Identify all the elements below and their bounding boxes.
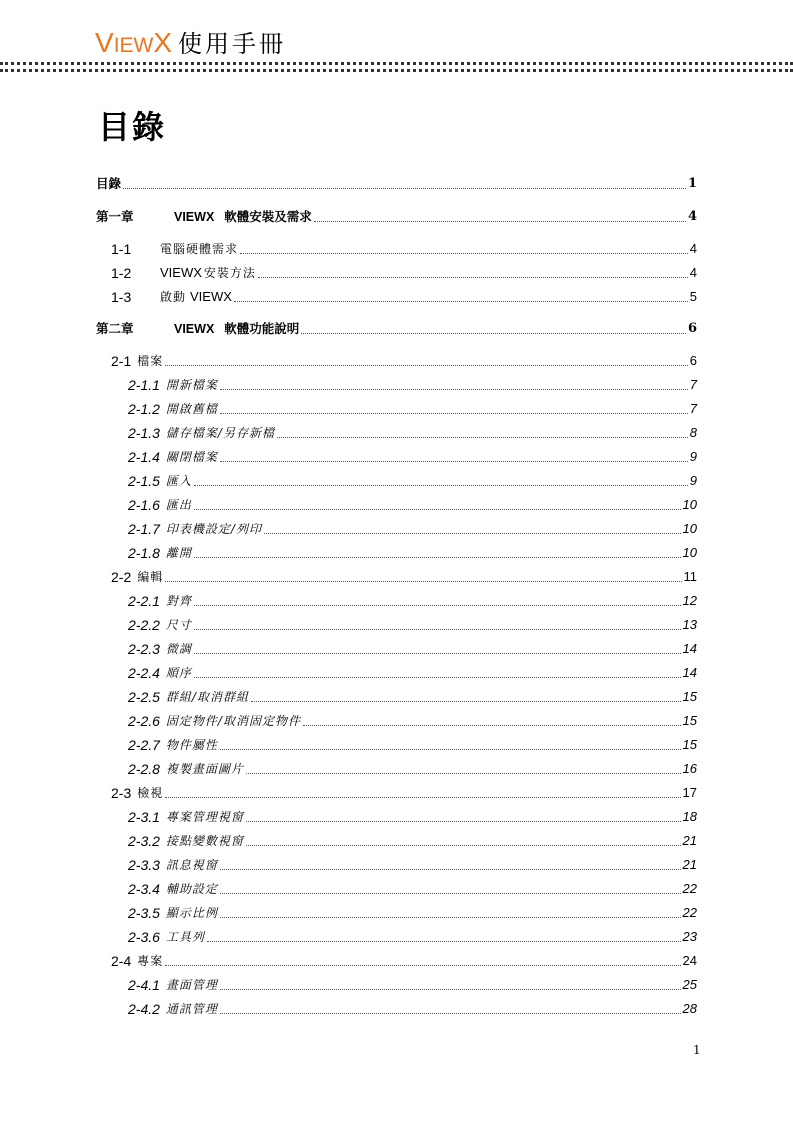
toc-dot-leader (277, 437, 688, 438)
toc-entry[interactable] (96, 349, 697, 369)
toc-entry-title (160, 241, 238, 257)
toc-entry[interactable] (96, 709, 697, 729)
toc-dot-leader (220, 893, 681, 894)
toc-entry-title (166, 881, 218, 897)
toc-entry-number: 2-1.8 (128, 545, 160, 561)
toc-entry-title (166, 857, 218, 873)
toc-entry-title-text: 尺寸 (165, 618, 192, 632)
toc-entry-title-text: 物件屬性 (165, 738, 218, 752)
toc-entry-number: 2-1.2 (128, 401, 160, 417)
toc-entry-label (111, 265, 256, 281)
toc-entry-number: 2-2.4 (128, 665, 160, 681)
toc-entry-title-text: 匯出 (165, 498, 192, 512)
toc-dot-leader (240, 253, 688, 254)
toc-entry-label (128, 521, 262, 537)
toc-entry-number: 2-1.6 (128, 497, 160, 513)
toc-entry-number: 2-1 (111, 353, 132, 369)
toc-entry[interactable] (96, 517, 697, 537)
toc-entry-page: 8 (689, 425, 697, 440)
toc-entry-page: 23 (682, 929, 697, 944)
toc-entry-page: 21 (682, 857, 697, 872)
toc-entry-page: 11 (683, 569, 697, 584)
toc-entry-title (166, 617, 192, 633)
toc-entry-label (111, 353, 163, 369)
toc-entry-title-text: 專案 (137, 954, 164, 968)
toc-entry-number: 2-2.8 (128, 761, 160, 777)
toc-entry-page: 17 (682, 785, 697, 800)
toc-dot-leader (220, 749, 681, 750)
toc-dot-leader (123, 188, 686, 189)
toc-entry-page: 4 (689, 265, 697, 280)
toc-dot-leader (194, 605, 681, 606)
toc-entry-label (111, 289, 232, 305)
toc-entry[interactable] (96, 613, 697, 633)
toc-dot-leader (194, 509, 681, 510)
toc-entry[interactable] (96, 781, 697, 801)
toc-entry-title (137, 569, 163, 585)
toc-entry-number: 2-3.5 (128, 905, 160, 921)
toc-entry-label (96, 209, 312, 225)
toc-dot-leader (264, 533, 681, 534)
toc-entry-title-text: 固定物件/取消固定物件 (165, 714, 301, 728)
toc-entry-title (137, 953, 163, 969)
toc-entry-title-text: 檔案 (137, 354, 164, 368)
toc-entry-title (137, 353, 163, 369)
toc-entry-number: 2-3.1 (128, 809, 160, 825)
toc-entry-title (166, 521, 262, 537)
toc-entry-title (166, 689, 249, 705)
toc-entry-page: 15 (682, 689, 697, 704)
toc-entry-label (111, 569, 163, 585)
toc-entry-title-text: 目錄 (96, 176, 122, 191)
toc-entry-title (166, 449, 218, 465)
toc-entry-title-latin: VIEWX (190, 289, 232, 304)
toc-entry[interactable] (96, 237, 697, 257)
toc-entry-title-text: 通訊管理 (165, 1002, 218, 1016)
toc-entry-page: 6 (689, 353, 697, 368)
toc-entry-number: 2-2.5 (128, 689, 160, 705)
toc-entry-title-text: 群組/取消群組 (165, 690, 249, 704)
toc-entry-page: 4 (689, 241, 697, 256)
toc-entry-page: 10 (682, 497, 697, 512)
toc-dot-leader (258, 277, 688, 278)
toc-entry-number: 2-1.5 (128, 473, 160, 489)
toc-entry-page: 7 (689, 377, 697, 392)
toc-dot-leader (194, 629, 681, 630)
toc-entry-page: 12 (682, 593, 697, 608)
toc-entry-title (166, 737, 218, 753)
toc-dot-leader (194, 557, 681, 558)
toc-entry-title-text: 顯示比例 (165, 906, 218, 920)
toc-entry-number: 2-4 (111, 953, 132, 969)
toc-entry-title (166, 761, 244, 777)
toc-entry-number: 2-2.6 (128, 713, 160, 729)
toc-entry-page: 25 (682, 977, 697, 992)
toc-entry-number: 2-1.7 (128, 521, 160, 537)
toc-entry[interactable] (96, 445, 697, 465)
toc-entry-label (128, 545, 192, 561)
toc-entry-title-latin: VIEWX (174, 210, 215, 224)
toc-entry-title (166, 905, 218, 921)
toc-dot-leader (220, 917, 681, 918)
toc-entry-label (128, 1001, 218, 1017)
toc-entry-title (166, 473, 192, 489)
toc-entry-number: 第一章 (96, 209, 134, 224)
toc-entry-page: 22 (682, 905, 697, 920)
toc-entry-page: 14 (682, 641, 697, 656)
toc-entry-number: 2-3.4 (128, 881, 160, 897)
toc-entry[interactable] (96, 733, 697, 753)
toc-entry-label (128, 425, 275, 441)
toc-entry[interactable] (96, 949, 697, 969)
toc-heading: 目錄 (98, 108, 167, 146)
toc-entry-title-text: 訊息視窗 (165, 858, 218, 872)
toc-dot-leader (165, 965, 680, 966)
toc-entry-title-text: 接點變數視窗 (165, 834, 244, 848)
toc-entry-label (128, 809, 244, 825)
toc-entry-page: 9 (689, 473, 697, 488)
toc-entry[interactable] (96, 493, 697, 513)
toc-entry-page: 7 (689, 401, 697, 416)
toc-dot-leader (207, 941, 681, 942)
toc-entry-number: 1-1 (111, 241, 132, 257)
toc-entry-title (96, 176, 121, 192)
toc-dot-leader (234, 301, 688, 302)
toc-entry-title-text: 微調 (165, 642, 192, 656)
toc-entry-title (174, 209, 312, 225)
toc-entry-title-text: 軟體功能說明 (224, 321, 300, 336)
toc-entry[interactable] (96, 261, 697, 281)
toc-entry-label (128, 377, 218, 393)
toc-entry-page: 13 (682, 617, 697, 632)
toc-entry-page: 24 (682, 953, 697, 968)
toc-entry-title-text: 關閉檔案 (165, 450, 218, 464)
toc-entry[interactable] (96, 853, 697, 873)
toc-entry-title-text: 專案管理視窗 (165, 810, 244, 824)
toc-entry-label (128, 617, 192, 633)
toc-entry-label (96, 176, 121, 192)
toc-dot-leader (220, 389, 688, 390)
toc-entry-title-text: 安裝方法 (203, 266, 256, 280)
toc-entry-title-text: 印表機設定/列印 (165, 522, 262, 536)
toc-entry[interactable] (96, 997, 697, 1017)
toc-dot-leader (246, 773, 681, 774)
toc-entry-number: 2-3.6 (128, 929, 160, 945)
toc-entry-number: 2-1.3 (128, 425, 160, 441)
toc-entry[interactable] (96, 925, 697, 945)
toc-entry-page: 9 (689, 449, 697, 464)
toc-entry-label (128, 641, 192, 657)
toc-entry-number: 2-1.4 (128, 449, 160, 465)
toc-entry[interactable] (96, 757, 697, 777)
toc-entry-label (128, 473, 192, 489)
toc-dot-leader (165, 797, 680, 798)
toc-entry-label (128, 857, 218, 873)
toc-entry-number: 2-2.2 (128, 617, 160, 633)
toc-dot-leader (246, 845, 681, 846)
toc-entry-number: 2-2 (111, 569, 132, 585)
toc-entry-page: 10 (682, 545, 697, 560)
toc-entry[interactable] (96, 205, 697, 225)
toc-entry-label (111, 241, 238, 257)
toc-entry-label (128, 497, 192, 513)
header-divider (0, 62, 793, 76)
toc-entry[interactable] (96, 661, 697, 681)
toc-entry-title (166, 377, 218, 393)
toc-entry-title (166, 401, 218, 417)
toc-entry-page: 15 (682, 737, 697, 752)
toc-entry-title (166, 545, 192, 561)
toc-entry-title (166, 833, 244, 849)
toc-entry-label (128, 713, 301, 729)
toc-entry[interactable] (96, 637, 697, 657)
toc-entry-label (128, 833, 244, 849)
toc-entry-title (137, 785, 163, 801)
toc-dot-leader (246, 821, 681, 822)
toc-dot-leader (220, 869, 681, 870)
toc-entry-page: 15 (682, 713, 697, 728)
toc-entry[interactable] (96, 877, 697, 897)
toc-entry-number: 1-3 (111, 289, 132, 305)
page-number: 1 (693, 1043, 701, 1057)
toc-entry[interactable] (96, 373, 697, 393)
toc-entry-page: 1 (687, 176, 697, 191)
toc-entry-title-text: 電腦硬體需求 (160, 242, 239, 256)
toc-entry-page: 16 (682, 761, 697, 776)
toc-entry-title (166, 641, 192, 657)
toc-entry-number: 2-3.2 (128, 833, 160, 849)
toc-entry-title-latin: VIEWX (160, 265, 202, 280)
toc-entry-page: 14 (682, 665, 697, 680)
toc-entry-title (166, 977, 218, 993)
toc-entry-title-text: 對齊 (165, 594, 192, 608)
toc-entry-page: 10 (682, 521, 697, 536)
toc-entry-page: 21 (682, 833, 697, 848)
toc-entry[interactable] (96, 589, 697, 609)
toc-dot-leader (220, 413, 688, 414)
toc-dot-leader (251, 701, 681, 702)
toc-entry[interactable] (96, 285, 697, 305)
toc-entry-number: 2-2.7 (128, 737, 160, 753)
toc-dot-leader (314, 221, 686, 222)
toc-entry[interactable] (96, 805, 697, 825)
toc-entry-title (160, 289, 232, 305)
toc-dot-leader (220, 989, 681, 990)
toc-entry-label (96, 321, 299, 337)
toc-dot-leader (303, 725, 681, 726)
toc-entry[interactable] (96, 901, 697, 921)
toc-entry-label (128, 977, 218, 993)
toc-entry[interactable] (96, 685, 697, 705)
toc-entry-page: 5 (689, 289, 697, 304)
toc-entry-label (128, 905, 218, 921)
toc-entry[interactable] (96, 172, 697, 192)
toc-entry[interactable] (96, 397, 697, 417)
toc-dot-leader (194, 653, 681, 654)
toc-entry-title-text: 順序 (165, 666, 192, 680)
toc-entry-number: 2-2.1 (128, 593, 160, 609)
toc-entry-title-text: 軟體安裝及需求 (224, 209, 312, 224)
toc-entry-number: 1-2 (111, 265, 132, 281)
toc-entry-title-text: 啟動 (160, 290, 187, 304)
toc-entry[interactable] (96, 973, 697, 993)
toc-entry-title-text: 畫面管理 (165, 978, 218, 992)
toc-entry-page: 22 (682, 881, 697, 896)
toc-entry-number: 2-2.3 (128, 641, 160, 657)
toc-entry-label (128, 737, 218, 753)
toc-entry-page: 4 (687, 209, 697, 224)
toc-entry-title-text: 檢視 (137, 786, 164, 800)
toc-entry-title (174, 321, 299, 337)
toc-entry-title-text: 編輯 (137, 570, 164, 584)
toc-entry-title-text: 儲存檔案/另存新檔 (165, 426, 275, 440)
toc-entry-number: 2-3 (111, 785, 132, 801)
manual-title: 使用手冊 (178, 30, 287, 58)
toc-entry-label (128, 593, 192, 609)
toc-entry-title (166, 713, 301, 729)
toc-entry-title (166, 497, 192, 513)
toc-entry[interactable] (96, 541, 697, 561)
toc-entry[interactable] (96, 469, 697, 489)
toc-entry-title (166, 929, 205, 945)
toc-entry-title-text: 工具列 (165, 930, 205, 944)
toc-entry-label (111, 953, 163, 969)
toc-entry-title (166, 1001, 218, 1017)
toc-entry-title (166, 665, 192, 681)
page-header (95, 24, 286, 58)
toc-entry-label (128, 401, 218, 417)
toc-entry-label (128, 881, 218, 897)
toc-entry[interactable] (96, 317, 697, 337)
toc-entry-number: 2-1.1 (128, 377, 160, 393)
toc-entry-title-text: 開新檔案 (165, 378, 218, 392)
toc-entry-label (128, 929, 205, 945)
toc-entry-number: 第二章 (96, 321, 134, 336)
toc-entry-label (128, 449, 218, 465)
toc-dot-leader (220, 1013, 681, 1014)
toc-dot-leader (194, 485, 688, 486)
toc-dot-leader (165, 581, 681, 582)
toc-entry[interactable] (96, 565, 697, 585)
toc-entry-title-text: 匯入 (165, 474, 192, 488)
toc-entry-title (160, 265, 256, 281)
toc-entry-label (111, 785, 163, 801)
brand-logo: VIEWX (95, 27, 173, 58)
toc-entry-title-latin: VIEWX (174, 322, 215, 336)
toc-entry-title-text: 複製畫面圖片 (165, 762, 244, 776)
toc-entry-title-text: 開啟舊檔 (165, 402, 218, 416)
toc-dot-leader (194, 677, 681, 678)
toc-entry-number: 2-4.1 (128, 977, 160, 993)
toc-entry-number: 2-3.3 (128, 857, 160, 873)
toc-dot-leader (165, 365, 688, 366)
toc-entry-label (128, 665, 192, 681)
toc-entry-title-text: 離開 (165, 546, 192, 560)
toc-entry-number: 2-4.2 (128, 1001, 160, 1017)
toc-entry-label (128, 689, 249, 705)
toc-entry-page: 28 (682, 1001, 697, 1016)
toc-entry-title (166, 809, 244, 825)
toc-entry-title (166, 425, 275, 441)
toc-entry[interactable] (96, 829, 697, 849)
toc-dot-leader (301, 333, 686, 334)
toc-entry-label (128, 761, 244, 777)
toc-entry-page: 18 (682, 809, 697, 824)
toc-entry-title (166, 593, 192, 609)
toc-entry-title-text: 輔助設定 (165, 882, 218, 896)
toc-entry-page: 6 (687, 321, 697, 336)
toc-entry[interactable] (96, 421, 697, 441)
toc-dot-leader (220, 461, 688, 462)
